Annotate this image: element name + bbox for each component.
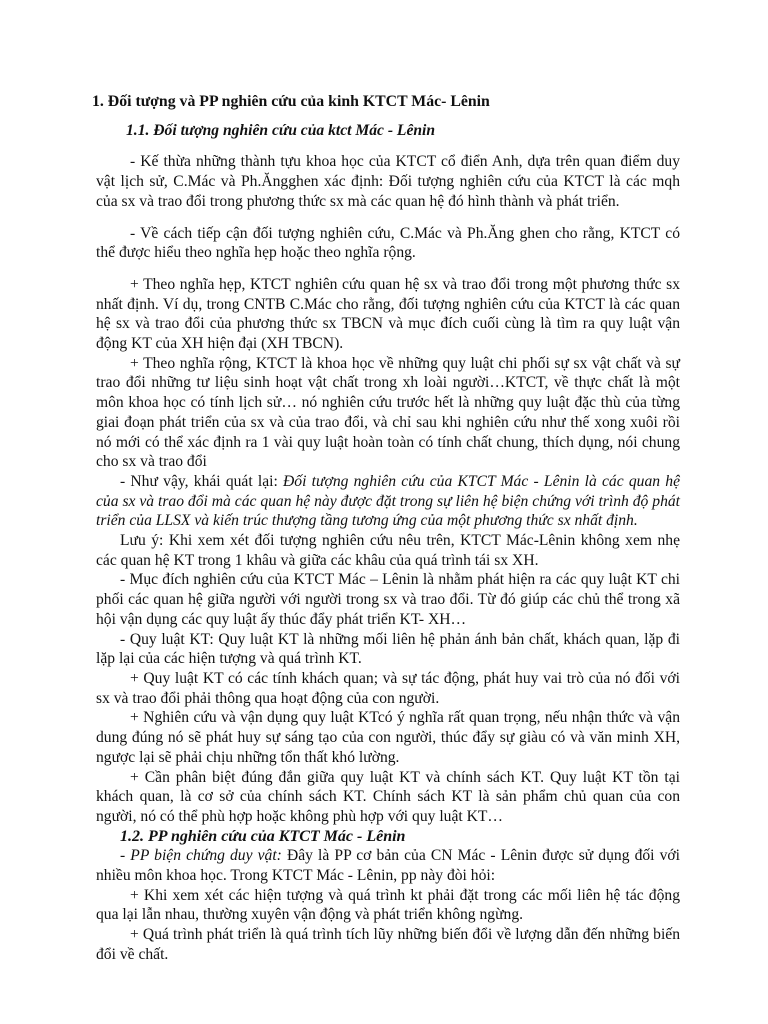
paragraph-2: - Về cách tiếp cận đối tượng nghiên cứu, C.Mác và Ph.Ăng ghen cho rằng, KTCT có thể được hiểu theo nghĩa hẹp hoặc theo nghĩa rộng. <box>96 224 680 262</box>
method-label: - PP biện chứng duy vật: <box>120 847 282 865</box>
paragraph-3: + Theo nghĩa hẹp, KTCT nghiên cứu quan hệ sx và trao đổi trong một phương thức sx nhất định. Ví dụ, trong CNTB C.Mác cho rằng, đối tượng nghiên cứu của KTCT là các quan hệ sx và trao đổi của phương thức sx TBCN và mục đích cuối cùng là tìm ra quy luật vận động KT của XH hiện đại (XH TBCN). <box>96 275 680 353</box>
paragraph-12 <box>96 846 680 885</box>
summary-lead: - Như vậy, khái quát lại: <box>120 472 284 490</box>
paragraph-14: + Quá trình phát triển là quá trình tích lũy những biến đổi về lượng dẫn đến những biến đổi về chất. <box>96 926 680 963</box>
paragraph-10: + Nghiên cứu và vận dụng quy luật KTcó ý nghĩa rất quan trọng, nếu nhận thức và vận dung đúng nó sẽ phát huy sự sáng tạo của con người, thúc đẩy sự giàu có và văn minh XH, ngược lại sẽ phải chịu những tổn thất khó lường. <box>96 709 680 766</box>
paragraph-5 <box>96 472 680 531</box>
paragraph-6: Lưu ý: Khi xem xét đối tượng nghiên cứu nêu trên, KTCT Mác-Lênin không xem nhẹ các quan hệ KT trong 1 khâu và giữa các khâu của quá trình tái sx XH. <box>96 532 680 569</box>
subsection-heading-2: 1.2. PP nghiên cứu của KTCT Mác - Lênin <box>120 827 406 845</box>
paragraph-8: - Quy luật KT: Quy luật KT là những mối liên hệ phản ánh bản chất, khách quan, lặp đi lặp lại của các hiện tượng và quá trình KT. <box>96 630 680 668</box>
paragraph-1: - Kế thừa những thành tựu khoa học của KTCT cổ điển Anh, dựa trên quan điểm duy vật lịch sử, C.Mác và Ph.Ăngghen xác định: Đối tượng nghiên cứu của KTCT là các mqh của sx và trao đổi trong phương thức sx mà các quan hệ đó hình thành và phát triển. <box>96 153 680 210</box>
summary-definition: Đối tượng nghiên cứu của KTCT Mác - Lênin là các quan hệ của sx và trao đổi mà các quan hệ này được đặt trong sự liên hệ biện chứng với trình độ phát triển của LLSX và kiến trúc thượng tầng tương ứng của một phương thức sx nhất định. <box>96 472 680 530</box>
section-heading: 1. Đối tượng và PP nghiên cứu của kinh KTCT Mác- Lênin <box>92 93 490 110</box>
paragraph-9: + Quy luật KT có các tính khách quan; và sự tác động, phát huy vai trò của nó đối với sx và trao đổi phải thông qua hoạt động của con người. <box>96 669 680 707</box>
method-text: Đây là PP cơ bản của CN Mác - Lênin được sử dụng đối với nhiều môn khoa học. Trong KTCT Mác - Lênin, pp này đòi hỏi: <box>96 847 680 885</box>
paragraph-7: - Mục đích nghiên cứu của KTCT Mác – Lênin là nhằm phát hiện ra các quy luật KT chi phối các quan hệ giữa người với người trong sx và trao đổi. Từ đó giúp các chủ thể trong xã hội vận dụng các quy luật ấy thúc đẩy phát triển KT- XH… <box>96 571 680 628</box>
subsection-heading-1: 1.1. Đối tượng nghiên cứu của ktct Mác - Lênin <box>126 121 436 139</box>
paragraph-13: + Khi xem xét các hiện tượng và quá trình kt phải đặt trong các mối liên hệ tác động qua lại lẫn nhau, thường xuyên vận động và phát triển không ngừng. <box>96 886 680 924</box>
paragraph-4: + Theo nghĩa rộng, KTCT là khoa học về những quy luật chi phối sự sx vật chất và sự trao đổi những tư liệu sinh hoạt vật chất trong xh loài người…KTCT, về thực chất là một môn khoa học có tính lịch sử… nó nghiên cứu trước hết là những quy luật đặc thù của từng giai đoạn phát triển của sx và của trao đổi, và chỉ sau khi nghiên cứu như thế xong xuôi rồi nó mới có thể xác định ra 1 vài quy luật hoàn toàn có tính chất chung, thích dụng, nói chung cho sx và trao đổi <box>96 354 680 471</box>
paragraph-11: + Cần phân biệt đúng đắn giữa quy luật KT và chính sách KT. Quy luật KT tồn tại khách quan, là cơ sở của chính sách KT. Chính sách KT là sản phẩm chủ quan của con người, nó có thể phù hợp hoặc không phù hợp với quy luật KT… <box>96 768 680 825</box>
